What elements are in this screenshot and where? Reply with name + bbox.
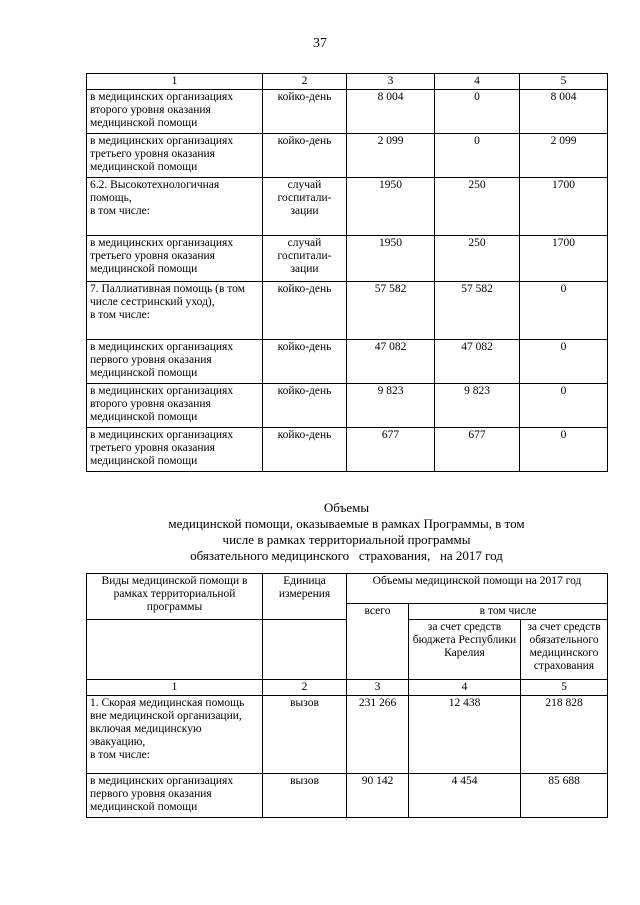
including-header: в том числе [409,604,608,620]
col-number: 4 [409,680,521,696]
budget-value: 250 [435,178,520,236]
unit: вызов [263,774,347,818]
unit: койко-день [263,384,347,428]
total-value: 47 082 [347,340,435,384]
column-number-row [87,74,608,90]
header-row [87,574,608,604]
total-value: 2 099 [347,134,435,178]
oms-value: 218 828 [521,696,608,774]
col-number: 3 [347,680,409,696]
table-row [87,134,608,178]
col-number: 3 [347,74,435,90]
budget-value: 12 438 [409,696,521,774]
budget-value: 47 082 [435,340,520,384]
col-number: 2 [263,74,347,90]
total-value: 90 142 [347,774,409,818]
unit: койко-день [263,340,347,384]
caption-line: обязательного медицинского страхования, на 2017 год [190,548,503,563]
table-caption [86,500,607,564]
care-type: 7. Паллиативная помощь (в том числе сестринский уход), в том числе: [87,282,263,340]
unit: койко-день [263,90,347,134]
unit: вызов [263,696,347,774]
care-type: 6.2. Высокотехнологичная помощь, в том числе: [87,178,263,236]
total-value: 1950 [347,178,435,236]
volumes-table-continued [86,73,608,472]
col-number: 5 [521,680,608,696]
col-number: 5 [520,74,608,90]
care-type: 1. Скорая медицинская помощь вне медицинской организации, включая медицинскую эвакуацию, в том числе: [87,696,263,774]
care-type-header: Виды медицинской помощи в рамках территориальной программы [87,574,263,620]
budget-value: 250 [435,236,520,282]
oms-value: 2 099 [520,134,608,178]
table-row [87,90,608,134]
oms-value: 0 [520,428,608,472]
care-type: в медицинских организациях третьего уровня оказания медицинской помощи [87,428,263,472]
total-value: 1950 [347,236,435,282]
budget-header: за счет средств бюджета Республики Карелия [409,620,521,680]
table-row [87,428,608,472]
total-value: 8 004 [347,90,435,134]
oms-value: 1700 [520,236,608,282]
volumes-table-2017 [86,573,608,818]
table-row [87,696,608,774]
page-number: 37 [313,36,327,51]
total-value: 57 582 [347,282,435,340]
budget-value: 0 [435,90,520,134]
care-type: в медицинских организациях первого уровня оказания медицинской помощи [87,774,263,818]
care-type: в медицинских организациях второго уровня оказания медицинской помощи [87,90,263,134]
unit-header: Единица измерения [263,574,347,620]
unit: случай госпитали-зации [263,236,347,282]
column-number-row [87,680,608,696]
table-row [87,178,608,236]
caption-line: числе в рамках территориальной программы [222,532,471,547]
empty-cell [263,620,347,680]
oms-value: 8 004 [520,90,608,134]
oms-value: 0 [520,384,608,428]
budget-value: 9 823 [435,384,520,428]
care-type: в медицинских организациях первого уровня оказания медицинской помощи [87,340,263,384]
unit: случай госпитали-зации [263,178,347,236]
oms-header: за счет средств обязательного медицинского страхования [521,620,608,680]
budget-value: 57 582 [435,282,520,340]
unit: койко-день [263,282,347,340]
table-row [87,384,608,428]
col-number: 1 [87,680,263,696]
caption-line: медицинской помощи, оказываемые в рамках Программы, в том [168,516,525,531]
total-value: 231 266 [347,696,409,774]
col-number: 2 [263,680,347,696]
table-row [87,340,608,384]
oms-value: 85 688 [521,774,608,818]
budget-value: 677 [435,428,520,472]
budget-value: 4 454 [409,774,521,818]
care-type: в медицинских организациях третьего уровня оказания медицинской помощи [87,236,263,282]
budget-value: 0 [435,134,520,178]
oms-value: 1700 [520,178,608,236]
table-row [87,774,608,818]
unit: койко-день [263,428,347,472]
table-row [87,236,608,282]
total-header: всего [347,604,409,680]
caption-line: Объемы [323,500,370,515]
col-number: 1 [87,74,263,90]
empty-cell [87,620,263,680]
unit: койко-день [263,134,347,178]
col-number: 4 [435,74,520,90]
care-type: в медицинских организациях третьего уровня оказания медицинской помощи [87,134,263,178]
oms-value: 0 [520,340,608,384]
care-type: в медицинских организациях второго уровня оказания медицинской помощи [87,384,263,428]
total-value: 9 823 [347,384,435,428]
oms-value: 0 [520,282,608,340]
volumes-group-header: Объемы медицинской помощи на 2017 год [347,574,608,604]
total-value: 677 [347,428,435,472]
table-row [87,282,608,340]
